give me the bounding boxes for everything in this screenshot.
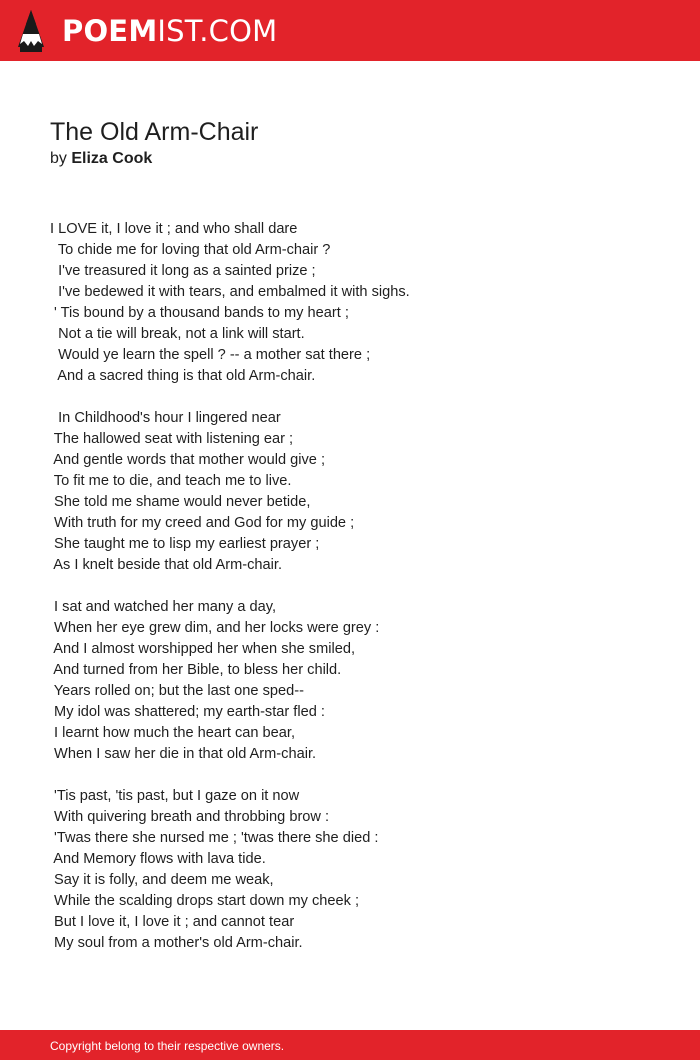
poem-line: My idol was shattered; my earth-star fled : <box>50 704 325 720</box>
poem-line: Years rolled on; but the last one sped-- <box>50 683 304 699</box>
poem-line: The hallowed seat with listening ear ; <box>50 431 294 447</box>
poem-line: And gentle words that mother would give ; <box>50 452 326 468</box>
footer-bar <box>0 1030 700 1060</box>
poem-line: I learnt how much the heart can bear, <box>50 725 295 741</box>
poem-line: When her eye grew dim, and her locks were grey : <box>50 620 380 636</box>
poem-line: To chide me for loving that old Arm-chair ? <box>50 242 331 258</box>
poem-line: In Childhood's hour I lingered near <box>50 410 281 426</box>
poem-line: I've bedewed it with tears, and embalmed it with sighs. <box>50 284 410 300</box>
stanza <box>50 786 670 954</box>
poem-line: Would ye learn the spell ? -- a mother sat there ; <box>50 347 371 363</box>
stanza <box>50 408 670 576</box>
stanza-divider <box>50 387 670 408</box>
poem-line: 'Twas there she nursed me ; 'twas there she died : <box>50 830 379 846</box>
poem-line: With truth for my creed and God for my guide ; <box>50 515 355 531</box>
poem-line: While the scalding drops start down my cheek ; <box>50 893 360 909</box>
poem-line: And a sacred thing is that old Arm-chair. <box>50 368 316 384</box>
poem-line: She told me shame would never betide, <box>50 494 311 510</box>
stanza <box>50 597 670 765</box>
logo-bold-text: POEM <box>62 14 158 48</box>
copyright-notice: Copyright belong to their respective owners. <box>50 1039 285 1053</box>
poem-line: My soul from a mother's old Arm-chair. <box>50 935 303 951</box>
poem-line: I've treasured it long as a sainted prize ; <box>50 263 316 279</box>
poem-line: I sat and watched her many a day, <box>50 599 277 615</box>
poem-line: With quivering breath and throbbing brow : <box>50 809 330 825</box>
poem-line: She taught me to lisp my earliest prayer ; <box>50 536 320 552</box>
pencil-logo-icon[interactable] <box>18 10 44 52</box>
logo-light-text: IST.COM <box>157 14 278 48</box>
stanza-divider <box>50 765 670 786</box>
poem-line: And I almost worshipped her when she smiled, <box>50 641 356 657</box>
poem-line: Say it is folly, and deem me weak, <box>50 872 274 888</box>
author-name: Eliza Cook <box>71 150 153 167</box>
byline <box>50 149 152 169</box>
poem-line: And turned from her Bible, to bless her child. <box>50 662 342 678</box>
poem-line: To fit me to die, and teach me to live. <box>50 473 292 489</box>
poem-title: The Old Arm-Chair <box>50 118 259 146</box>
poem-line: When I saw her die in that old Arm-chair. <box>50 746 317 762</box>
poem-line: And Memory flows with lava tide. <box>50 851 266 867</box>
poem-line: Not a tie will break, not a link will start. <box>50 326 305 342</box>
by-label: by <box>50 150 67 167</box>
stanza <box>50 219 670 387</box>
poem-line: ' Tis bound by a thousand bands to my heart ; <box>50 305 349 321</box>
poem-line: I LOVE it, I love it ; and who shall dare <box>50 221 298 237</box>
poem-body <box>50 219 670 954</box>
poem-line: As I knelt beside that old Arm-chair. <box>50 557 282 573</box>
stanza-divider <box>50 576 670 597</box>
poem-line: 'Tis past, 'tis past, but I gaze on it now <box>50 788 300 804</box>
poem-line: But I love it, I love it ; and cannot tear <box>50 914 295 930</box>
header-bar <box>0 0 700 61</box>
site-logo[interactable] <box>62 13 277 49</box>
